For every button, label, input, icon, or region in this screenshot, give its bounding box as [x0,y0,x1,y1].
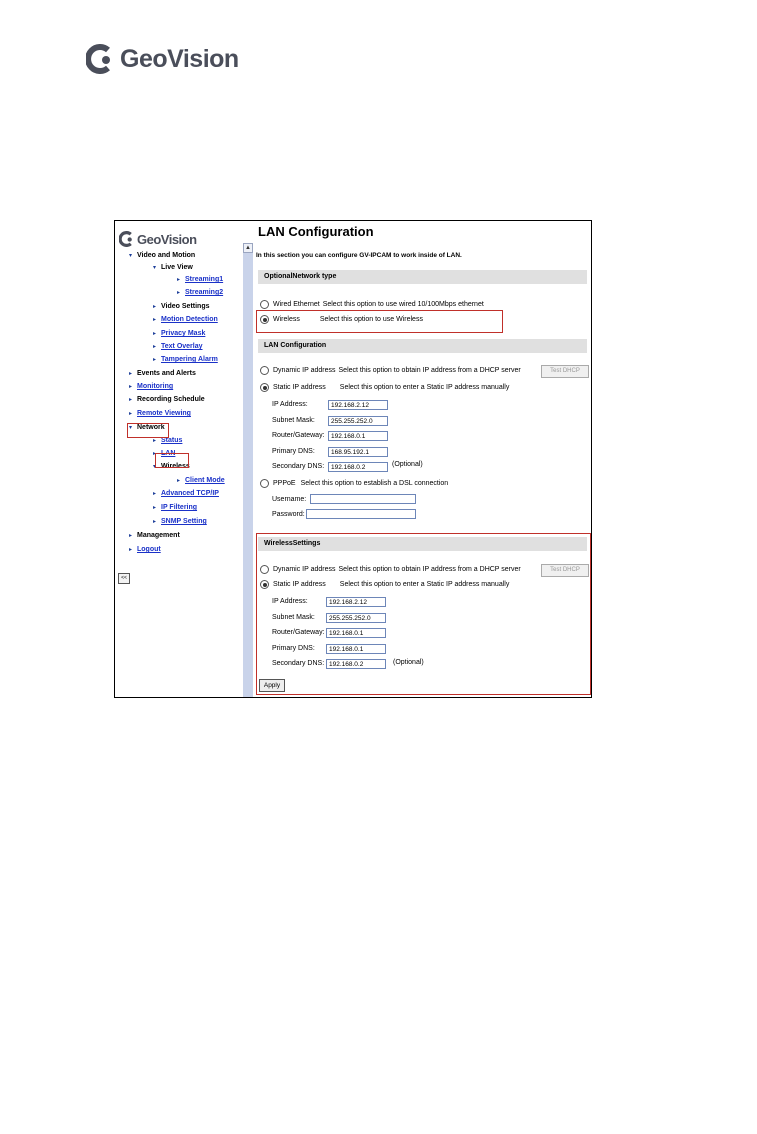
sidebar-item-label: Video Settings [161,303,210,310]
wired-ethernet-radio[interactable] [260,300,269,309]
sidebar-item-label: Remote Viewing [137,410,191,417]
lan-test-dhcp-button[interactable]: Test DHCP [541,365,589,378]
sidebar-brand-name: GeoVision [137,231,197,247]
sidebar-item-label: IP Filtering [161,504,198,511]
wireless-secondary-dns-input[interactable]: 192.168.0.2 [326,659,386,669]
scrollbar[interactable] [243,243,253,697]
sidebar-item-management[interactable] [129,531,180,541]
caret-right-icon: ▸ [177,277,181,283]
wireless-ip-address-input[interactable]: 192.168.2.12 [326,597,386,607]
sidebar-item-label: Logout [137,546,161,553]
wireless-static-ip-option[interactable]: Static IP address Select this option to enter a Static IP address manually [260,580,509,589]
lan-static-ip-radio[interactable] [260,383,269,392]
lan-dynamic-ip-option[interactable]: Dynamic IP address Select this option to obtain IP address from a DHCP server [260,366,521,375]
sidebar-item-snmp-setting[interactable] [153,517,207,527]
sidebar-item-remote-viewing[interactable] [129,409,191,419]
caret-right-icon: ▸ [129,384,133,390]
sidebar-item-label: Streaming2 [185,289,224,296]
sidebar-item-logout[interactable] [129,545,161,555]
sidebar-item-motion-detection[interactable] [153,315,218,325]
sidebar-item-monitoring[interactable] [129,382,173,392]
caret-right-icon: ▸ [129,411,133,417]
sidebar-item-label: Recording Schedule [137,396,205,403]
caret-right-icon: ▸ [153,344,157,350]
sidebar-item-label: Video and Motion [137,252,196,259]
lan-highlight-box [155,453,189,468]
wireless-test-dhcp-button[interactable]: Test DHCP [541,564,589,577]
wireless-settings-heading: WirelessSettings [258,537,587,551]
caret-down-icon: ▾ [129,425,133,431]
pppoe-option[interactable]: PPPoE Select this option to establish a DSL connection [260,479,448,488]
password-input[interactable] [306,509,416,519]
caret-right-icon: ▸ [177,290,181,296]
caret-right-icon: ▸ [129,547,133,553]
wireless-secondary-dns-optional: (Optional) [393,659,424,666]
sidebar-item-label: Live View [161,264,193,271]
sidebar-item-label: SNMP Setting [161,518,207,525]
sidebar-item-label: Motion Detection [161,316,218,323]
caret-right-icon: ▸ [153,331,157,337]
lan-configuration-heading: LAN Configuration [258,339,587,353]
sidebar-item-label: Monitoring [137,383,174,390]
sidebar-item-advanced-tcp-ip[interactable] [153,489,219,499]
sidebar-item-label: Streaming1 [185,276,224,283]
sidebar-item-tampering-alarm[interactable] [153,355,218,365]
caret-right-icon: ▸ [129,371,133,377]
collapse-sidebar-button[interactable]: << [118,573,130,584]
network-highlight-box [127,423,169,438]
sidebar-logo [119,229,197,249]
geovision-logo [86,38,239,80]
apply-button[interactable]: Apply [259,679,285,692]
sidebar-item-streaming1[interactable] [177,275,223,285]
wireless-dynamic-ip-radio[interactable] [260,565,269,574]
sidebar-item-label: Network [137,424,165,431]
caret-down-icon: ▾ [153,265,157,271]
lan-secondary-dns-label: Secondary DNS: [272,463,325,470]
sidebar-item-label: Wireless [161,463,190,470]
caret-right-icon: ▸ [153,357,157,363]
lan-subnet-mask-label: Subnet Mask: [272,416,315,424]
lan-primary-dns-input[interactable]: 168.95.192.1 [328,447,388,457]
wireless-secondary-dns-label: Secondary DNS: [272,660,325,667]
sidebar-item-label: Status [161,437,183,444]
wireless-dynamic-ip-option[interactable]: Dynamic IP address Select this option to obtain IP address from a DHCP server [260,565,521,574]
caret-right-icon: ▸ [153,304,157,310]
caret-right-icon: ▸ [177,478,181,484]
geovision-logo-icon [86,44,116,74]
main-content [254,221,591,697]
caret-right-icon: ▸ [153,317,157,323]
lan-configuration-screenshot [114,220,592,698]
page-title: LAN Configuration [258,224,374,239]
sidebar-item-recording-schedule[interactable] [129,395,205,405]
password-label: Password: [272,511,305,518]
sidebar-item-live-view[interactable] [153,263,193,273]
sidebar-item-text-overlay[interactable] [153,342,203,352]
wireless-subnet-mask-input[interactable]: 255.255.252.0 [326,613,386,623]
sidebar-item-label: Events and Alerts [137,370,196,377]
pppoe-radio[interactable] [260,479,269,488]
sidebar-item-label: Tampering Alarm [161,356,218,363]
lan-subnet-mask-input[interactable]: 255.255.252.0 [328,416,388,426]
lan-ip-address-label: IP Address: [272,401,308,408]
username-label: Username: [272,496,307,503]
brand-name: GeoVision [120,44,239,73]
sidebar-item-streaming2[interactable] [177,288,223,298]
scroll-up-icon[interactable]: ▲ [243,243,253,253]
lan-router-gateway-input[interactable]: 192.168.0.1 [328,431,388,441]
sidebar [115,221,243,697]
caret-right-icon: ▸ [129,397,133,403]
lan-secondary-dns-input[interactable]: 192.168.0.2 [328,462,388,472]
sidebar-item-ip-filtering[interactable] [153,503,197,513]
caret-right-icon: ▸ [153,491,157,497]
caret-right-icon: ▸ [153,438,157,444]
sidebar-item-events-and-alerts[interactable] [129,369,196,379]
wireless-subnet-mask-label: Subnet Mask: [272,613,315,621]
caret-right-icon: ▸ [153,519,157,525]
sidebar-item-label: Advanced TCP/IP [161,490,219,497]
network-type-heading: OptionalNetwork type [258,270,587,284]
sidebar-item-label: Text Overlay [161,343,203,350]
sidebar-item-label: Management [137,532,180,539]
sidebar-item-privacy-mask[interactable] [153,329,205,339]
caret-right-icon: ▸ [129,533,133,539]
username-input[interactable] [310,494,416,504]
intro-text: In this section you can configure GV-IPCAM to work inside of LAN. [256,252,462,259]
sidebar-item-label: Privacy Mask [161,330,206,337]
wireless-static-ip-radio[interactable] [260,580,269,589]
lan-primary-dns-label: Primary DNS: [272,447,315,455]
lan-dynamic-ip-radio[interactable] [260,366,269,375]
lan-ip-address-input[interactable]: 192.168.2.12 [328,400,388,410]
lan-router-gateway-label: Router/Gateway: [272,432,325,439]
wireless-router-gateway-input[interactable]: 192.168.0.1 [326,628,386,638]
sidebar-item-video-and-motion[interactable] [129,251,195,261]
wireless-ip-address-label: IP Address: [272,598,308,605]
wireless-highlight-box [256,310,503,333]
caret-right-icon: ▸ [153,451,157,457]
lan-secondary-dns-optional: (Optional) [392,461,423,468]
caret-down-icon: ▾ [153,464,157,470]
caret-down-icon: ▾ [129,253,133,259]
sidebar-item-video-settings[interactable] [153,302,210,312]
wireless-primary-dns-input[interactable]: 192.168.0.1 [326,644,386,654]
wireless-option[interactable]: Wireless Select this option to use Wireless [260,315,423,324]
sidebar-item-label: LAN [161,450,176,457]
wired-ethernet-option[interactable]: Wired Ethernet Select this option to use wired 10/100Mbps ethernet [260,300,484,309]
wireless-router-gateway-label: Router/Gateway: [272,629,325,636]
lan-static-ip-option[interactable]: Static IP address Select this option to enter a Static IP address manually [260,383,509,392]
wireless-primary-dns-label: Primary DNS: [272,644,315,652]
caret-right-icon: ▸ [153,505,157,511]
sidebar-item-client-mode[interactable] [177,476,225,486]
sidebar-item-label: Client Mode [185,477,225,484]
geovision-logo-icon [119,231,135,247]
